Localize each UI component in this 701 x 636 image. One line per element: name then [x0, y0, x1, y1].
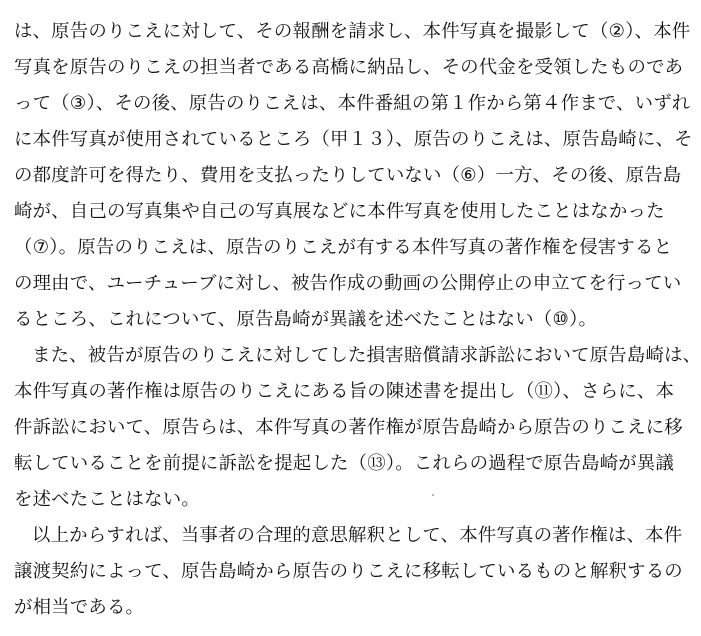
text-line-4: に本件写真が使用されているところ（甲１３）、原告のりこえは、原告島崎に、そ: [14, 129, 693, 150]
text-line-16: 譲渡契約によって、原告島崎から原告のりこえに移転しているものと解釈するの: [14, 561, 683, 582]
scan-speck: [432, 494, 434, 496]
text-line-8: の理由で、ユーチューブに対し、被告作成の動画の公開停止の申立てを行ってい: [14, 273, 682, 294]
text-line-10: また、被告が原告のりこえに対してした損害賠償請求訴訟において原告島崎は、: [32, 345, 701, 366]
text-line-2: 写真を原告のりこえの担当者である高橋に納品し、その代金を受領したものであ: [14, 57, 684, 78]
text-line-3: って（③）、その後、原告のりこえは、本件番組の第１作から第４作まで、いずれ: [14, 93, 691, 114]
text-line-1: は、原告のりこえに対して、その報酬を請求し、本件写真を撮影して（②）、本件: [14, 21, 691, 42]
text-line-6: 崎が、自己の写真集や自己の写真展などに本件写真を使用したことはなかった: [14, 201, 665, 222]
text-line-17: が相当である。: [14, 597, 145, 618]
text-line-5: の都度許可を得たり、費用を支払ったりしていない（⑥）一方、その後、原告島: [14, 165, 682, 186]
text-line-12: 件訴訟において、原告らは、本件写真の著作権が原告島崎から原告のりこえに移: [14, 417, 683, 438]
text-line-15: 以上からすれば、当事者の合理的意思解釈として、本件写真の著作権は、本件: [32, 525, 683, 546]
text-line-11: 本件写真の著作権は原告のりこえにある旨の陳述書を提出し（⑪）、さらに、本: [14, 381, 675, 402]
text-line-13: 転していることを前提に訴訟を提起した（⑬）。これらの過程で原告島崎が異議: [14, 453, 675, 474]
text-line-14: を述べたことはない。: [14, 489, 200, 510]
text-line-7: （⑦）。原告のりこえは、原告のりこえが有する本件写真の著作権を侵害すると: [14, 237, 673, 258]
text-line-9: るところ、これについて、原告島崎が異議を述べたことはない（⑩）。: [14, 309, 598, 330]
